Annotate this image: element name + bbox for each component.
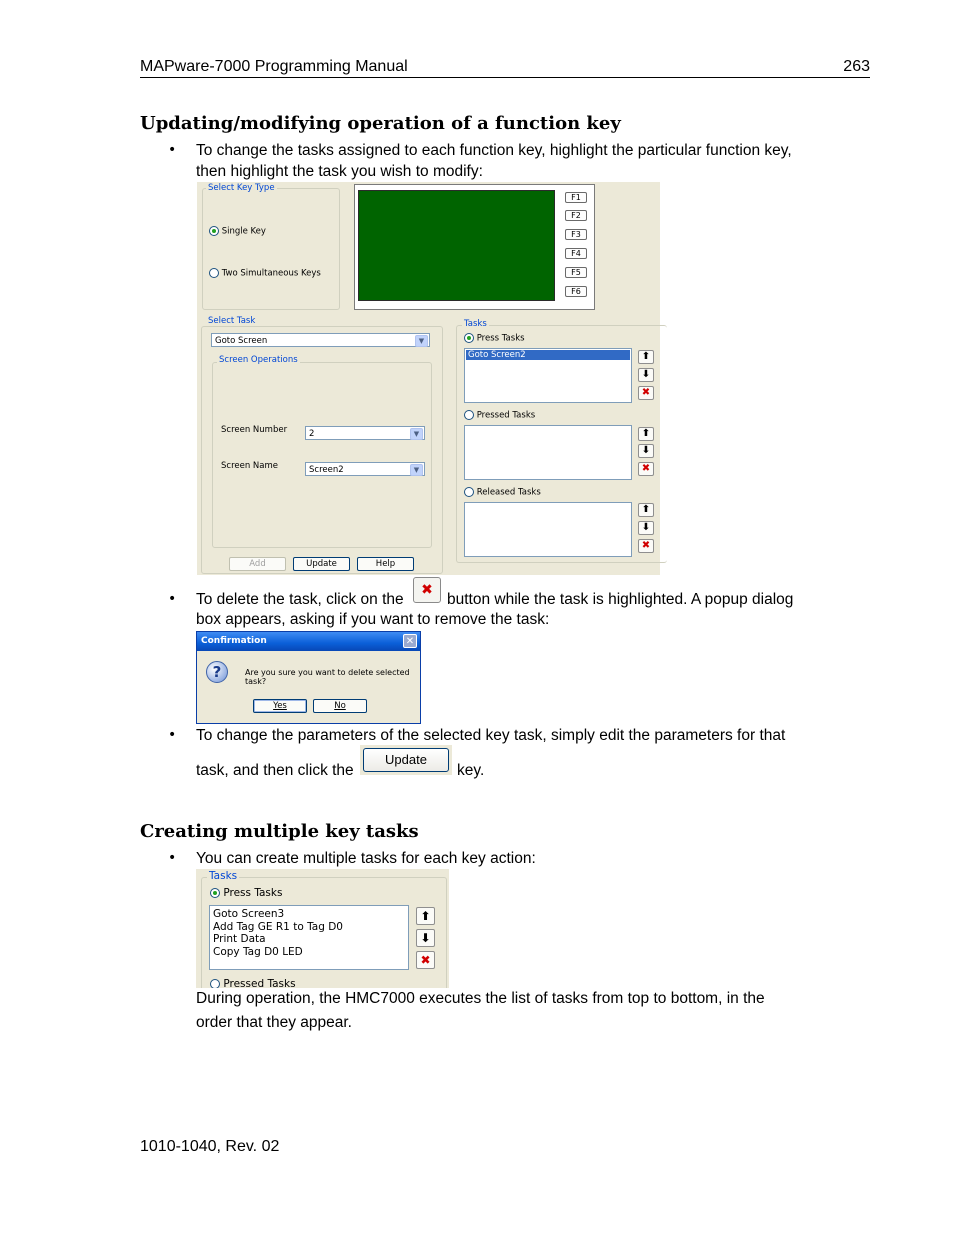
press-tasks-label: Press Tasks [223, 887, 283, 899]
pressed-tasks-list[interactable] [464, 425, 632, 480]
help-button[interactable]: Help [357, 557, 414, 571]
radio-empty-icon [464, 410, 474, 420]
move-up-icon[interactable]: ⬆ [638, 503, 654, 517]
radio-empty-icon [209, 268, 219, 278]
section-heading-updating: Updating/modifying operation of a function key [140, 113, 621, 134]
task-type-value: Goto Screen [215, 336, 268, 346]
confirmation-dialog [196, 631, 421, 724]
manual-title: MAPware-7000 Programming Manual [140, 58, 408, 75]
bullet-dot: • [168, 850, 177, 866]
keypad-panel [354, 184, 595, 310]
multiple-tasks-screenshot [196, 869, 449, 988]
f6-key[interactable]: F6 [565, 286, 587, 297]
page-number: 263 [843, 58, 870, 75]
delete-x-icon[interactable]: ✖ [638, 386, 654, 400]
bullet3-text-start: task, and then click the [196, 762, 354, 779]
move-up-icon[interactable]: ⬆ [638, 350, 654, 364]
press-tasks-option[interactable] [210, 887, 282, 899]
section2-bullet1: You can create multiple tasks for each key action: [196, 850, 536, 867]
dialog-titlebar [197, 632, 420, 651]
section2-para-line1: During operation, the HMC7000 executes the list of tasks from top to bottom, in the [196, 990, 765, 1007]
bullet2-text-end: button while the task is highlighted. A popup dialog [447, 591, 794, 608]
list-item-selected[interactable]: Goto Screen2 [466, 350, 630, 360]
bullet3-line1: To change the parameters of the selected key task, simply edit the parameters for that [196, 727, 786, 744]
close-icon[interactable]: ✕ [403, 634, 417, 648]
radio-selected-icon [209, 226, 219, 236]
task-type-select[interactable] [211, 333, 430, 347]
single-key-label: Single Key [221, 226, 266, 237]
page-header [140, 58, 870, 78]
add-button[interactable]: Add [229, 557, 286, 571]
move-down-icon[interactable]: ⬇ [638, 521, 654, 535]
screen-operations-label: Screen Operations [219, 355, 298, 365]
delete-x-icon[interactable]: ✖ [638, 539, 654, 553]
screen-name-select[interactable] [305, 462, 425, 476]
radio-selected-icon [464, 333, 474, 343]
f4-key[interactable]: F4 [565, 248, 587, 259]
dialog-message: Are you sure you want to delete selected task? [245, 668, 410, 686]
list-item[interactable]: Print Data [213, 933, 266, 945]
bullet1-line2: then highlight the task you wish to modify: [196, 163, 483, 180]
press-tasks-option[interactable] [464, 333, 525, 344]
released-tasks-label: Released Tasks [476, 487, 541, 498]
bullet1-line1: To change the tasks assigned to each function key, highlight the particular function key, [196, 142, 792, 159]
pressed-tasks-option[interactable] [210, 978, 296, 988]
list-item[interactable]: Add Tag GE R1 to Tag D0 [213, 920, 343, 933]
f5-key[interactable]: F5 [565, 267, 587, 278]
radio-empty-icon [464, 487, 474, 497]
chevron-down-icon: ▼ [410, 428, 423, 440]
single-key-option[interactable] [209, 226, 266, 237]
f2-key[interactable]: F2 [565, 210, 587, 221]
pressed-tasks-option[interactable] [464, 410, 535, 421]
select-key-type-label: Select Key Type [208, 183, 275, 193]
select-task-label: Select Task [208, 316, 256, 326]
pressed-tasks-label: Pressed Tasks [476, 410, 536, 421]
select-key-type-group [202, 188, 340, 310]
two-keys-label: Two Simultaneous Keys [221, 268, 321, 279]
two-keys-option[interactable] [209, 268, 321, 279]
press-tasks-list[interactable] [209, 905, 409, 970]
section2-para-line2: order that they appear. [196, 1014, 352, 1031]
delete-x-icon[interactable]: ✖ [638, 462, 654, 476]
yes-button[interactable]: Yes [253, 699, 307, 713]
section-heading-creating: Creating multiple key tasks [140, 821, 419, 842]
press-tasks-label: Press Tasks [476, 333, 525, 344]
move-up-icon[interactable]: ⬆ [416, 907, 435, 925]
tasks-label: Tasks [209, 870, 238, 882]
question-icon: ? [206, 661, 228, 683]
bullet-dot: • [168, 142, 177, 158]
released-tasks-option[interactable] [464, 487, 541, 498]
screen-name-label: Screen Name [221, 461, 279, 471]
update-button-label: Update [363, 748, 449, 772]
pressed-tasks-label: Pressed Tasks [223, 978, 296, 988]
screen-operations-group [212, 362, 432, 548]
dialog-title: Confirmation [201, 636, 267, 646]
radio-empty-icon [210, 979, 220, 988]
chevron-down-icon: ▼ [415, 335, 428, 347]
no-button[interactable]: No [313, 699, 367, 713]
radio-selected-icon [210, 888, 220, 898]
function-key-editor-screenshot [197, 182, 660, 575]
delete-x-icon: ✖ [413, 577, 441, 603]
update-button[interactable]: Update [293, 557, 350, 571]
move-down-icon[interactable]: ⬇ [638, 444, 654, 458]
move-down-icon[interactable]: ⬇ [416, 929, 435, 947]
press-tasks-list[interactable] [464, 348, 632, 403]
delete-x-icon[interactable]: ✖ [416, 951, 435, 969]
list-item[interactable]: Goto Screen3 [213, 908, 285, 920]
move-up-icon[interactable]: ⬆ [638, 427, 654, 441]
bullet2-text-start: To delete the task, click on the [196, 591, 404, 608]
bullet-dot: • [168, 727, 177, 743]
update-button-image [360, 745, 452, 775]
list-item[interactable]: Copy Tag D0 LED [213, 945, 303, 958]
screen-name-value: Screen2 [309, 465, 344, 475]
bullet2-line2: box appears, asking if you want to remove the task: [196, 611, 550, 628]
chevron-down-icon: ▼ [410, 464, 423, 476]
screen-number-select[interactable] [305, 426, 425, 440]
screen-number-label: Screen Number [221, 425, 288, 435]
lcd-display [358, 190, 555, 301]
tasks-label: Tasks [464, 319, 487, 329]
footer-doc-number: 1010-1040, Rev. 02 [140, 1138, 280, 1155]
bullet-dot: • [168, 591, 177, 607]
bullet3-text-end: key. [457, 762, 485, 779]
f1-key[interactable]: F1 [565, 192, 587, 203]
screen-number-value: 2 [309, 429, 315, 439]
released-tasks-list[interactable] [464, 502, 632, 557]
f3-key[interactable]: F3 [565, 229, 587, 240]
move-down-icon[interactable]: ⬇ [638, 368, 654, 382]
